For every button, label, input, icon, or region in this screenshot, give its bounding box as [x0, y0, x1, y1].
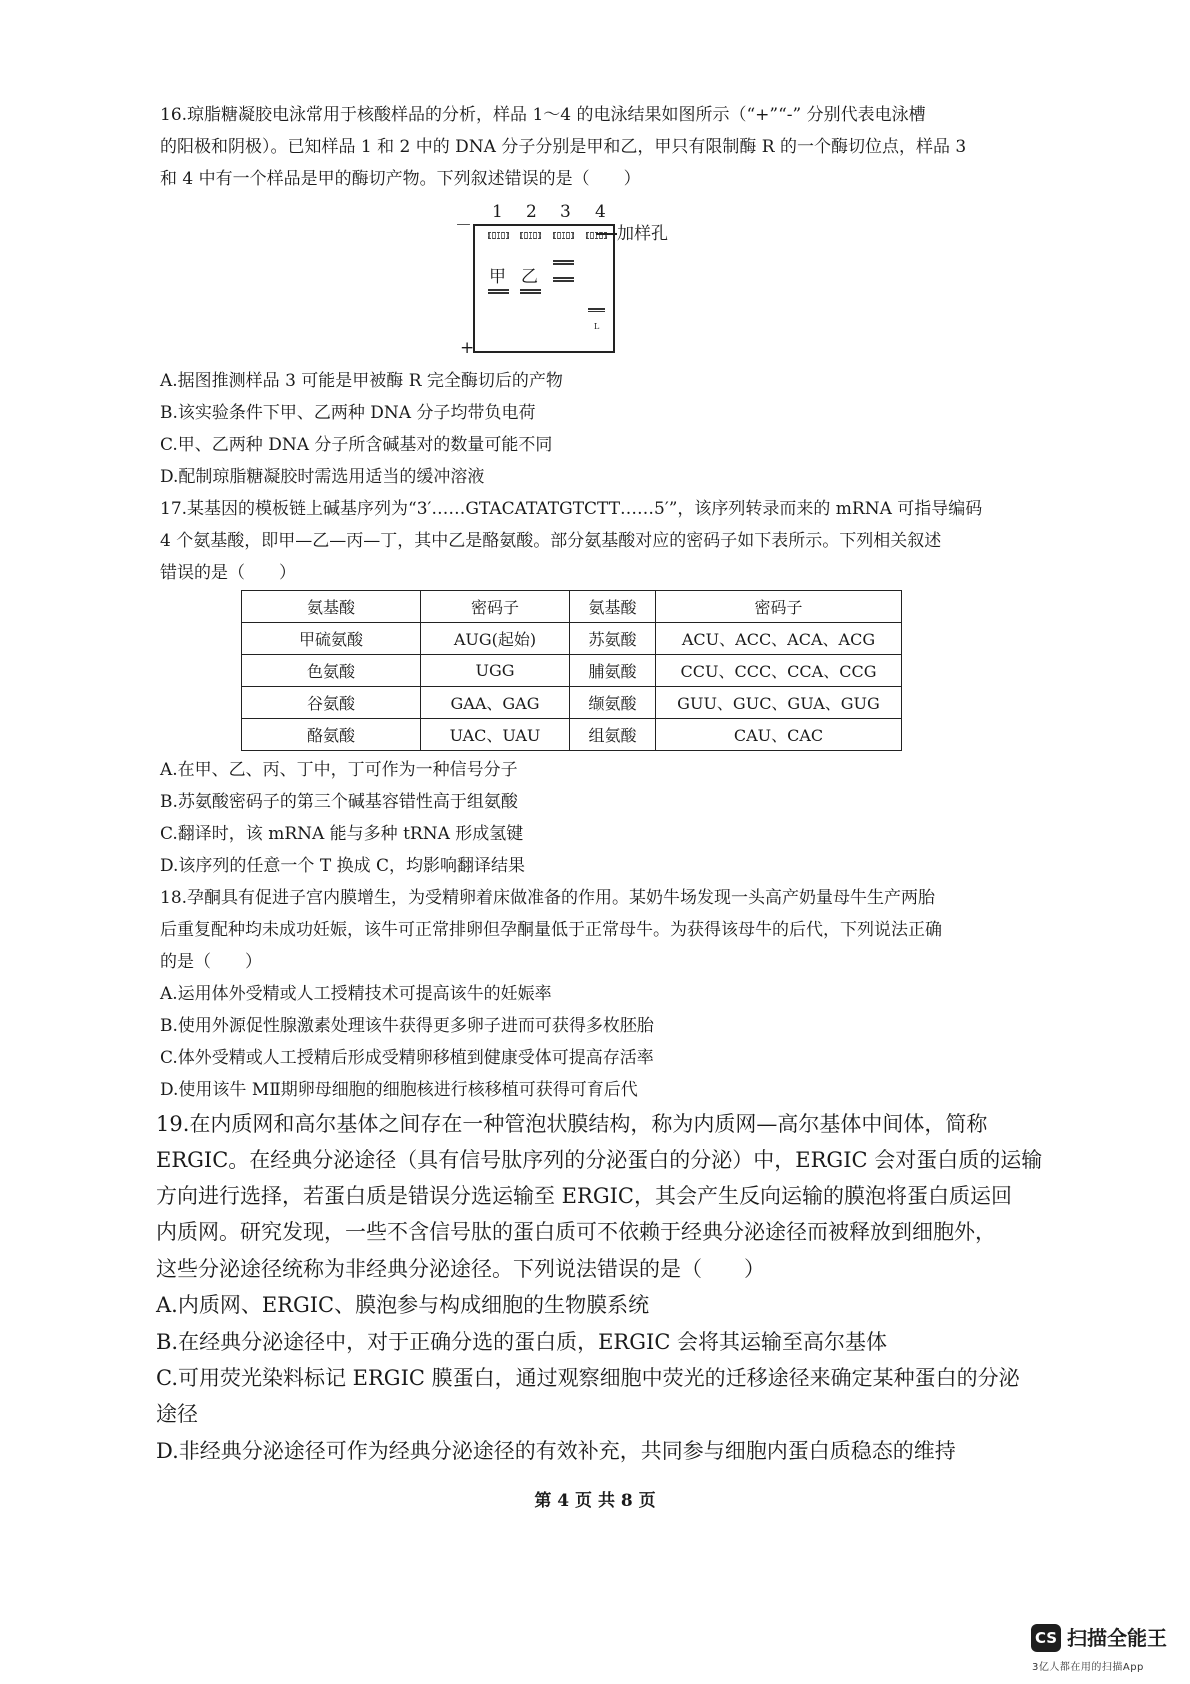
- q17-option-d: D.该序列的任意一个 T 换成 C，均影响翻译结果: [160, 856, 525, 876]
- table-row: [242, 687, 902, 719]
- table-row: [242, 623, 902, 655]
- band-lane3-upper: [553, 260, 574, 265]
- q19-stem-line-5: 这些分泌途径统称为非经典分泌途径。下列说法错误的是（ ）: [156, 1257, 765, 1281]
- q17-stem-line-1: 17.某基因的模板链上碱基序列为“3′……GTACATATGTCTT……5′”，该序列转录而来的 mRNA 可指导编码: [160, 499, 983, 519]
- table-cell: 组氨酸: [570, 719, 656, 751]
- q18-stem-line-3: 的是（ ）: [160, 952, 262, 972]
- page-number: 第 4 页 共 8 页: [534, 1491, 656, 1511]
- q19-option-c-continued: 途径: [156, 1402, 198, 1426]
- q19-option-c: C.可用荧光染料标记 ERGIC 膜蛋白，通过观察细胞中荧光的迁移途径来确定某种蛋白的分泌: [156, 1366, 1020, 1390]
- q19-stem-line-2: ERGIC。在经典分泌途径（具有信号肽序列的分泌蛋白的分泌）中，ERGIC 会对蛋白质的运输: [156, 1148, 1043, 1172]
- table-cell: GUU、GUC、GUA、GUG: [656, 687, 902, 719]
- q19-option-d: D.非经典分泌途径可作为经典分泌途径的有效补充，共同参与细胞内蛋白质稳态的维持: [156, 1439, 956, 1463]
- q16-stem-line-3: 和 4 中有一个样品是甲的酶切产物。下列叙述错误的是（ ）: [160, 169, 641, 189]
- anode-label: +: [460, 338, 475, 358]
- band-label-jia: 甲: [489, 267, 506, 287]
- q17-option-a: A.在甲、乙、丙、丁中，丁可作为一种信号分子: [160, 760, 518, 780]
- q16-option-a: A.据图推测样品 3 可能是甲被酶 R 完全酶切后的产物: [160, 371, 563, 391]
- q18-option-a: A.运用体外受精或人工授精技术可提高该牛的妊娠率: [160, 984, 552, 1004]
- table-cell: AUG(起始): [421, 623, 570, 655]
- q17-stem-line-3: 错误的是（ ）: [160, 563, 296, 583]
- table-row: [242, 655, 902, 687]
- lane-label-4: 4: [595, 202, 606, 222]
- band-lane3-lower: [553, 277, 574, 282]
- q17-option-c: C.翻译时，该 mRNA 能与多种 tRNA 形成氢键: [160, 824, 524, 844]
- q19-option-a: A.内质网、ERGIC、膜泡参与构成细胞的生物膜系统: [156, 1293, 650, 1317]
- well-label: 加样孔: [617, 224, 668, 244]
- table-header: 氨基酸: [570, 591, 656, 623]
- table-row: [242, 719, 902, 751]
- table-cell: 缬氨酸: [570, 687, 656, 719]
- gel-frame: [473, 224, 615, 353]
- camscanner-logo-icon: CS: [1031, 1624, 1061, 1652]
- q16-option-d: D.配制琼脂糖凝胶时需选用适当的缓冲溶液: [160, 467, 485, 487]
- lane-label-3: 3: [560, 202, 571, 222]
- table-header: 密码子: [421, 591, 570, 623]
- band-lane4: [588, 308, 605, 312]
- watermark-tagline: 3亿人都在用的扫描App: [1032, 1662, 1144, 1673]
- band-label-yi: 乙: [521, 267, 538, 287]
- well-1: [488, 232, 509, 239]
- q19-stem-line-1: 19.在内质网和高尔基体之间存在一种管泡状膜结构，称为内质网—高尔基体中间体，简称: [156, 1112, 988, 1136]
- q16-stem-line-2: 的阳极和阴极）。已知样品 1 和 2 中的 DNA 分子分别是甲和乙，甲只有限制酶 R 的一个酶切位点，样品 3: [160, 137, 967, 157]
- watermark-app-name: 扫描全能王: [1067, 1626, 1167, 1650]
- table-cell: 苏氨酸: [570, 623, 656, 655]
- lane-label-2: 2: [526, 202, 537, 222]
- q18-option-d: D.使用该牛 MⅡ期卵母细胞的细胞核进行核移植可获得可育后代: [160, 1080, 638, 1100]
- q19-stem-line-3: 方向进行选择，若蛋白质是错误分选运输至 ERGIC，其会产生反向运输的膜泡将蛋白质运回: [156, 1184, 1012, 1208]
- table-cell: UAC、UAU: [421, 719, 570, 751]
- table-cell: ACU、ACC、ACA、ACG: [656, 623, 902, 655]
- table-cell: UGG: [421, 655, 570, 687]
- q18-stem-line-1: 18.孕酮具有促进子宫内膜增生，为受精卵着床做准备的作用。某奶牛场发现一头高产奶量母牛生产两胎: [160, 888, 936, 908]
- q17-option-b: B.苏氨酸密码子的第三个碱基容错性高于组氨酸: [160, 792, 518, 812]
- table-cell: 谷氨酸: [242, 687, 421, 719]
- q16-stem-line-1: 16.琼脂糖凝胶电泳常用于核酸样品的分析，样品 1～4 的电泳结果如图所示（“+”“-” 分别代表电泳槽: [160, 105, 926, 125]
- small-mark: L: [594, 322, 600, 331]
- table-cell: GAA、GAG: [421, 687, 570, 719]
- band-lane2: [520, 289, 541, 294]
- table-cell: 色氨酸: [242, 655, 421, 687]
- table-header: 氨基酸: [242, 591, 421, 623]
- table-header: 密码子: [656, 591, 902, 623]
- q18-option-b: B.使用外源促性腺激素处理该牛获得更多卵子进而可获得多枚胚胎: [160, 1016, 654, 1036]
- band-lane1: [488, 289, 509, 294]
- q18-option-c: C.体外受精或人工授精后形成受精卵移植到健康受体可提高存活率: [160, 1048, 654, 1068]
- well-3: [553, 232, 574, 239]
- cathode-label: －: [455, 216, 472, 236]
- well-leader-line: [596, 233, 617, 235]
- table-cell: CAU、CAC: [656, 719, 902, 751]
- codon-table: [241, 590, 902, 751]
- q18-stem-line-2: 后重复配种均未成功妊娠，该牛可正常排卵但孕酮量低于正常母牛。为获得该母牛的后代，下列说法正确: [160, 920, 942, 940]
- q17-stem-line-2: 4 个氨基酸，即甲—乙—丙—丁，其中乙是酪氨酸。部分氨基酸对应的密码子如下表所示。下列相关叙述: [160, 531, 942, 551]
- table-cell: 酪氨酸: [242, 719, 421, 751]
- q19-stem-line-4: 内质网。研究发现，一些不含信号肽的蛋白质可不依赖于经典分泌途径而被释放到细胞外，: [156, 1220, 996, 1244]
- table-cell: 甲硫氨酸: [242, 623, 421, 655]
- q16-option-c: C.甲、乙两种 DNA 分子所含碱基对的数量可能不同: [160, 435, 553, 455]
- q16-option-b: B.该实验条件下甲、乙两种 DNA 分子均带负电荷: [160, 403, 536, 423]
- table-header-row: [242, 591, 902, 623]
- table-cell: CCU、CCC、CCA、CCG: [656, 655, 902, 687]
- table-cell: 脯氨酸: [570, 655, 656, 687]
- q19-option-b: B.在经典分泌途径中，对于正确分选的蛋白质，ERGIC 会将其运输至高尔基体: [156, 1330, 888, 1354]
- lane-label-1: 1: [492, 202, 503, 222]
- well-2: [520, 232, 541, 239]
